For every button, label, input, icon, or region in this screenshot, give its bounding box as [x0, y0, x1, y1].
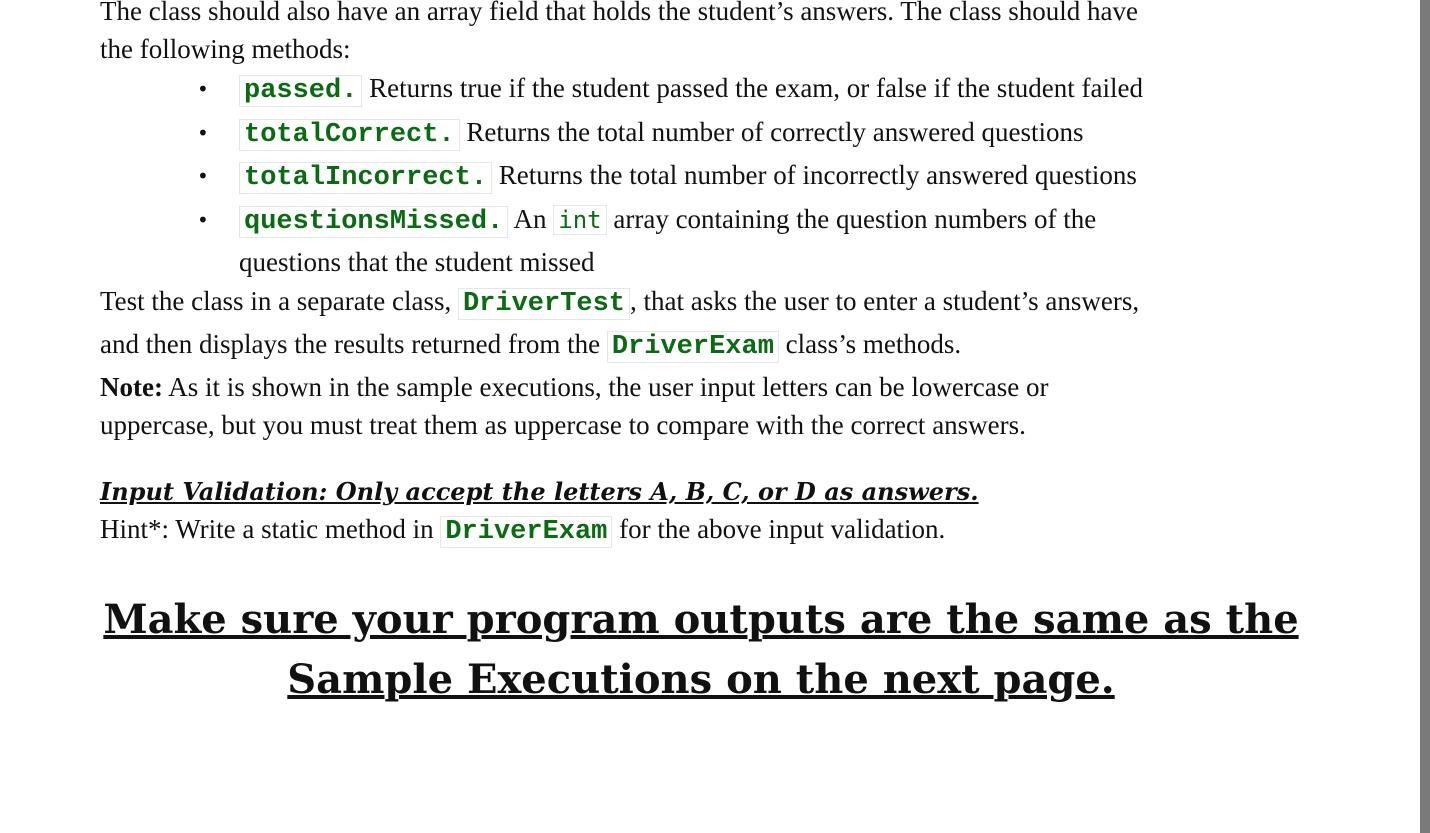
- test-line2-post: class’s methods.: [778, 329, 962, 359]
- intro-line-2: the following methods:: [100, 34, 351, 64]
- method-name-totalcorrect: totalCorrect.: [239, 119, 460, 151]
- bullet-icon: •: [197, 121, 209, 145]
- method-desc-questionsmissed-cont: questions that the student missed: [239, 247, 595, 277]
- method-name-totalincorrect: totalIncorrect.: [239, 162, 492, 194]
- hint-line: [100, 513, 945, 548]
- test-line-1: [100, 285, 1139, 320]
- test-text-post: , that asks the user to enter a student’s answers,: [630, 286, 1140, 316]
- hint-driverexam-code: DriverExam: [440, 516, 612, 548]
- intro-line-1: The class should also have an array field that holds the student’s answers. The class should have: [100, 0, 1138, 26]
- drivertest-code: DriverTest: [458, 288, 630, 320]
- headline-line-2: Sample Executions on the next page.: [287, 656, 1115, 703]
- method-desc-questionsmissed-a: An: [508, 204, 554, 234]
- list-item: [239, 72, 1143, 107]
- int-code: int: [553, 205, 606, 235]
- test-line2-pre: and then displays the results returned from the: [100, 329, 607, 359]
- bullet-icon: •: [197, 208, 209, 232]
- list-item: [239, 203, 1096, 238]
- list-item: [239, 116, 1083, 151]
- method-desc-totalincorrect: Returns the total number of incorrectly answered questions: [492, 160, 1137, 190]
- input-validation-heading: Input Validation: Only accept the letters A, B, C, or D as answers.: [100, 477, 979, 506]
- hint-text-post: for the above input validation.: [612, 514, 946, 544]
- driverexam-code: DriverExam: [607, 331, 779, 363]
- vertical-scrollbar[interactable]: [1420, 0, 1430, 833]
- bullet-icon: •: [197, 77, 209, 101]
- method-name-passed: passed.: [239, 75, 362, 107]
- headline-line-1: Make sure your program outputs are the same as the: [103, 596, 1299, 643]
- note-label: Note:: [100, 372, 163, 402]
- bullet-icon: •: [197, 164, 209, 188]
- method-desc-passed: Returns true if the student passed the exam, or false if the student failed: [362, 73, 1143, 103]
- method-name-questionsmissed: questionsMissed.: [239, 206, 508, 238]
- hint-text-pre: Hint*: Write a static method in: [100, 514, 441, 544]
- method-desc-totalcorrect: Returns the total number of correctly answered questions: [459, 117, 1084, 147]
- note-line-1: [100, 371, 1049, 403]
- method-desc-questionsmissed-b: array containing the question numbers of the: [606, 204, 1097, 234]
- note-line-2: uppercase, but you must treat them as uppercase to compare with the correct answers.: [100, 410, 1026, 440]
- note-text-1: As it is shown in the sample executions, the user input letters can be lowercase or: [162, 372, 1049, 402]
- test-line-2: [100, 328, 961, 363]
- list-item: [239, 159, 1137, 194]
- test-text-pre: Test the class in a separate class,: [100, 286, 458, 316]
